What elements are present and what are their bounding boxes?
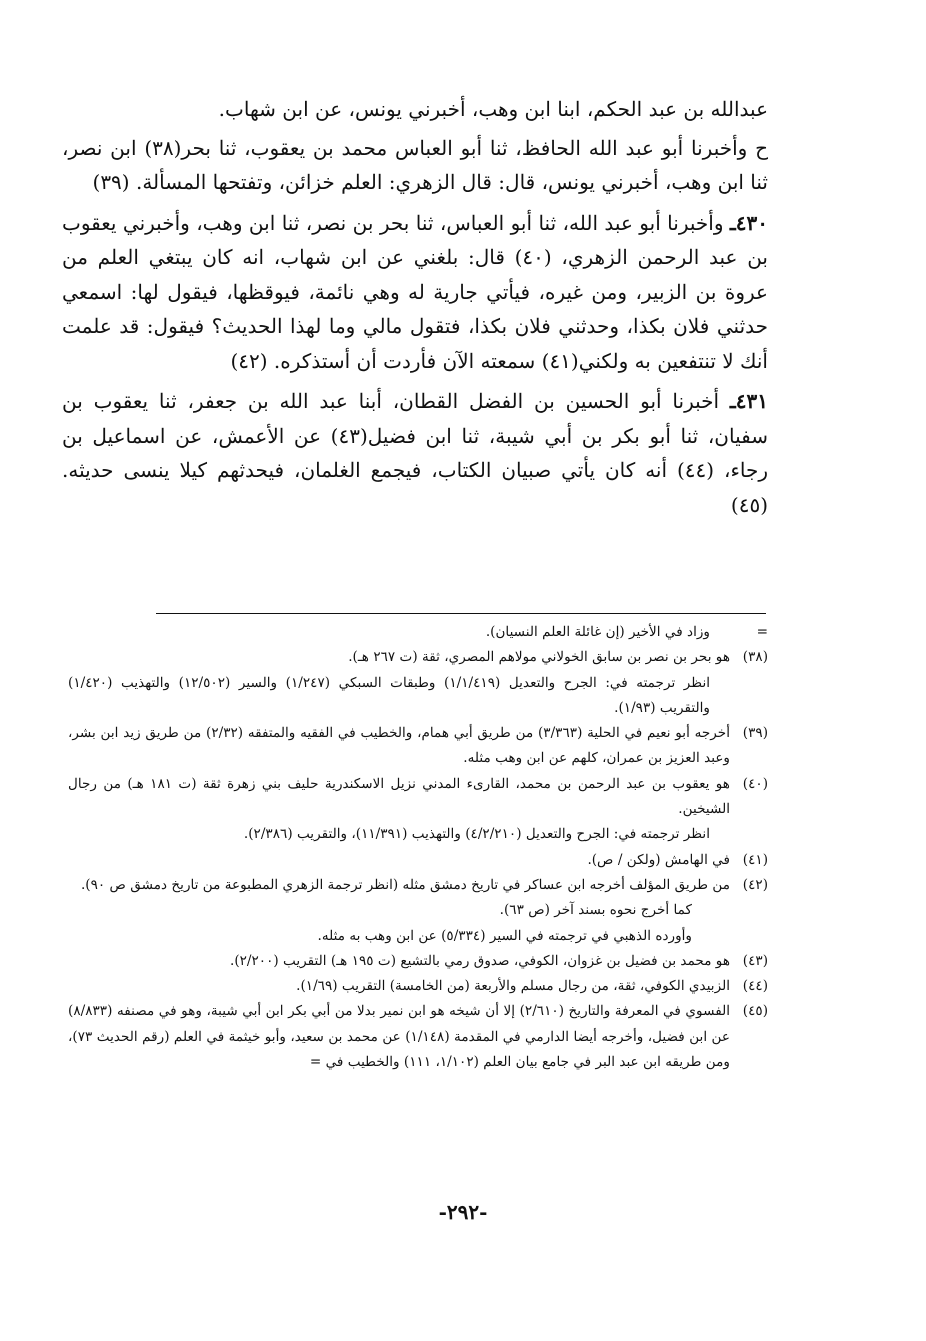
footnote-number: (٤٣) — [742, 952, 768, 969]
footnote-43 — [68, 949, 768, 974]
footnote-subtext: وأورده الذهبي في ترجمته في السير (٥/٣٣٤) عن ابن وهب به مثله. — [317, 927, 692, 944]
footnote-41 — [68, 848, 768, 873]
footnote-text: هو يعقوب بن عبد الرحمن بن محمد، القارىء المدني نزيل الاسكندرية حليف بني زهرة ثقة (ت ١٨١ هـ) من رجال الشيخين. — [68, 775, 730, 818]
footnote-number: (٤٠) — [742, 775, 768, 792]
footnote-text: هو بحر بن نصر بن سابق الخولاني مولاهم المصري، ثقة (ت ٢٦٧ هـ). — [348, 649, 730, 666]
footnote-number: (٣٩) — [742, 725, 768, 742]
footnote-39 — [68, 721, 768, 772]
entry-431 — [62, 384, 768, 522]
footnote-number: = — [756, 624, 768, 640]
footnote-text: وزاد في الأخير (إن غائلة العلم النسيان). — [485, 624, 710, 640]
footnote-subtext: انظر ترجمته في: الجرح والتعديل (٤/٢/٢١٠) والتهذيب (١١/٣٩١)، والتقريب (٢/٣٨٦). — [243, 826, 710, 843]
ha-paragraph: ح وأخبرنا أبو عبد الله الحافظ، ثنا أبو العباس محمد بن يعقوب، ثنا بحر(٣٨) ابن نصر، ثنا ابن وهب، أخبرني يونس، قال: قال الزهري: العلم خزائن، وتفتحها المسألة. (٣٩) — [62, 135, 769, 194]
footnote-40 — [68, 772, 768, 848]
footnote-text: من طريق المؤلف أخرجه ابن عساكر في تاريخ دمشق مثله (انظر ترجمة الزهري المطبوعة من تاريخ دمشق ص ٩٠). — [80, 876, 730, 893]
footnote-text: الفسوي في المعرفة والتاريخ (٢/٦١٠) إلا أن شيخه هو ابن نمير بدلا من أبي بكر ابن أبي شيبة، وهو في مصنفه (٨/٨٣٣) عن ابن فضيل، وأخرجه أيضا الدارمي في المقدمة (١/١٤٨) عن محمد بن سعيد، وأبو خيثمة في العلم (رقم الحديث ٧٣)، ومن طريقه ابن عبد البر في جامع بيان العلم (١/١٠٢، ١١١) والخطيب في = — [68, 1003, 730, 1071]
main-text — [62, 92, 768, 526]
footnote-continuation — [68, 620, 768, 645]
footnote-text: في الهامش (ولكن / ص). — [587, 851, 730, 868]
entry-431-number: ٤٣١ـ — [729, 389, 768, 413]
entry-430 — [62, 206, 768, 379]
footnote-38 — [68, 645, 768, 721]
footnote-number: (٤٢) — [742, 876, 768, 893]
continuation-paragraph: عبدالله بن عبد الحكم، ابنا ابن وهب، أخبرني يونس، عن ابن شهاب. — [218, 97, 768, 121]
entry-430-text: وأخبرنا أبو عبد الله، ثنا أبو العباس، ثنا بحر بن نصر، ثنا ابن وهب، وأخبرني يعقوب بن عبد الرحمن الزهري، (٤٠) قال: بلغني عن ابن شهاب، انه كان يبتغي العلم من عروة بن الزبير، ومن غيره، فيأتي جارية له وهي نائمة، فيوقظها، فيقول لها: اسمعي حدثني فلان بكذا، وحدثني فلان بكذا، فتقول مالي وما لهذا الحديث؟ فيقول: قد علمت أنك لا تنتفعين به ولكني(٤١) سمعته الآن فأردت أن أستذكره. (٤٢) — [62, 210, 768, 373]
footnote-text: أخرجه أبو نعيم في الحلية (٣/٣٦٣) من طريق أبي همام، والخطيب في الفقيه والمتفقه (٢/٣٢) من طريق زيد ابن بشر، وعبد العزيز بن عمران، كلهم عن ابن وهب مثله. — [68, 725, 730, 767]
footnote-subtext: انظر ترجمته في: الجرح والتعديل (١/١/٤١٩) وطبقات السبكي (١/٢٤٧) والسير (١٢/٥٠٢) والتهذيب (١/٤٢٠) والتقريب (١/٩٣). — [68, 674, 711, 716]
footnote-number: (٣٨) — [742, 649, 768, 666]
page-number: -٢٩٢- — [438, 1200, 488, 1224]
footnote-number: (٤٤) — [742, 978, 768, 995]
footnote-44 — [68, 974, 768, 999]
footnote-text: الزبيدي الكوفي، ثقة، من رجال مسلم والأربعة (من الخامسة) التقريب (١/٦٩). — [296, 978, 730, 995]
entry-431-text: أخبرنا أبو الحسين بن الفضل القطان، أبنا عبد الله بن جعفر، ثنا يعقوب بن سفيان، ثنا أبو بكر بن أبي شيبة، ثنا ابن فضيل(٤٣) عن الأعمش، عن اسماعيل بن رجاء، (٤٤) أنه كان يأتي صبيان الكتاب، فيجمع الغلمان، فيحدثهم كيلا ينسى حديثه. (٤٥) — [62, 389, 768, 517]
footnote-subtext: كما أخرج نحوه بسند آخر (ص ٦٣). — [499, 902, 692, 919]
footnote-42 — [68, 873, 768, 949]
footnotes — [68, 620, 768, 1075]
footnote-number: (٤٥) — [742, 1003, 768, 1020]
footnote-45 — [68, 999, 768, 1075]
footnote-number: (٤١) — [742, 851, 768, 868]
footnote-separator — [156, 613, 766, 614]
entry-430-number: ٤٣٠ـ — [729, 210, 768, 235]
footnote-text: هو محمد بن فضيل بن غزوان، الكوفي، صدوق رمي بالتشيع (ت ١٩٥ هـ) التقريب (٢/٢٠٠). — [230, 952, 730, 969]
